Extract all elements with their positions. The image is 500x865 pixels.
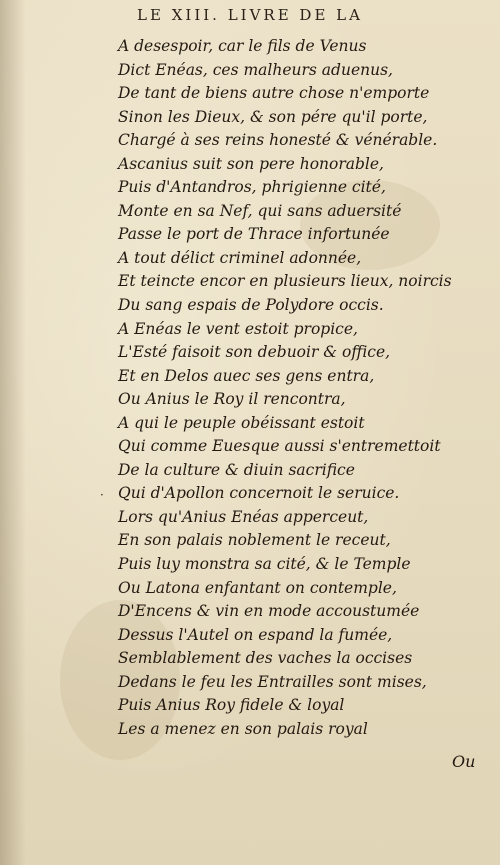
spine-shadow (0, 0, 26, 865)
verse-line: Monte en sa Nef, qui sans aduersité (118, 201, 402, 220)
verse-line: Puis d'Antandros, phrigienne cité, (118, 178, 386, 197)
catchword: Ou (452, 752, 476, 771)
verse-line: Puis luy monstra sa cité, & le Temple (118, 555, 411, 574)
verse-line: A tout délict criminel adonnée, (118, 248, 362, 267)
verse-line: De tant de biens autre chose n'emporte (118, 84, 430, 103)
verse-line: L'Esté faisoit son debuoir & office, (118, 343, 391, 362)
verse-line: Ou Latona enfantant on contemple, (118, 578, 397, 597)
verse-line: Et en Delos auec ses gens entra, (118, 366, 375, 385)
verse-list (118, 35, 452, 741)
verse-line: Passe le port de Thrace infortunée (118, 225, 390, 244)
verse-line: En son palais noblement le receut, (118, 531, 391, 550)
verse-line: Puis Anius Roy fidele & loyal (118, 696, 345, 715)
verse-line: Du sang espais de Polydore occis. (118, 296, 384, 315)
verse-line: Qui d'Apollon concernoit le seruice. (118, 484, 400, 503)
verse-line: Qui comme Euesque aussi s'entremettoit (118, 437, 441, 456)
verse-line: A qui le peuple obéissant estoit (118, 413, 365, 432)
verse-line: A Enéas le vent estoit propice, (118, 319, 358, 338)
verse-line: Dessus l'Autel on espand la fumée, (118, 625, 393, 644)
verse-line: Sinon les Dieux, & son pére qu'il porte, (118, 107, 428, 126)
verse-line: Ascanius suit son pere honorable, (118, 154, 384, 173)
verse-line: Et teincte encor en plusieurs lieux, noircis (118, 272, 452, 291)
verse-line: Chargé à ses reins honesté & vénérable. (118, 131, 438, 150)
verse-line: A desespoir, car le fils de Venus (118, 37, 367, 55)
margin-mark: · (100, 488, 104, 502)
verse-line: Lors qu'Anius Enéas apperceut, (118, 507, 369, 526)
verse-line: De la culture & diuin sacrifice (118, 460, 355, 479)
verse-line: Les a menez en son palais royal (118, 719, 368, 738)
verse-line: Dict Enéas, ces malheurs aduenus, (118, 60, 393, 79)
verse-line: Dedans le feu les Entrailles sont mises, (118, 672, 427, 691)
verse-line: D'Encens & vin en mode accoustumée (118, 602, 420, 621)
verse-line: Ou Anius le Roy il rencontra, (118, 390, 346, 409)
running-head: LE XIII. LIVRE DE LA (137, 6, 363, 24)
verse-line: Semblablement des vaches la occises (118, 649, 413, 668)
